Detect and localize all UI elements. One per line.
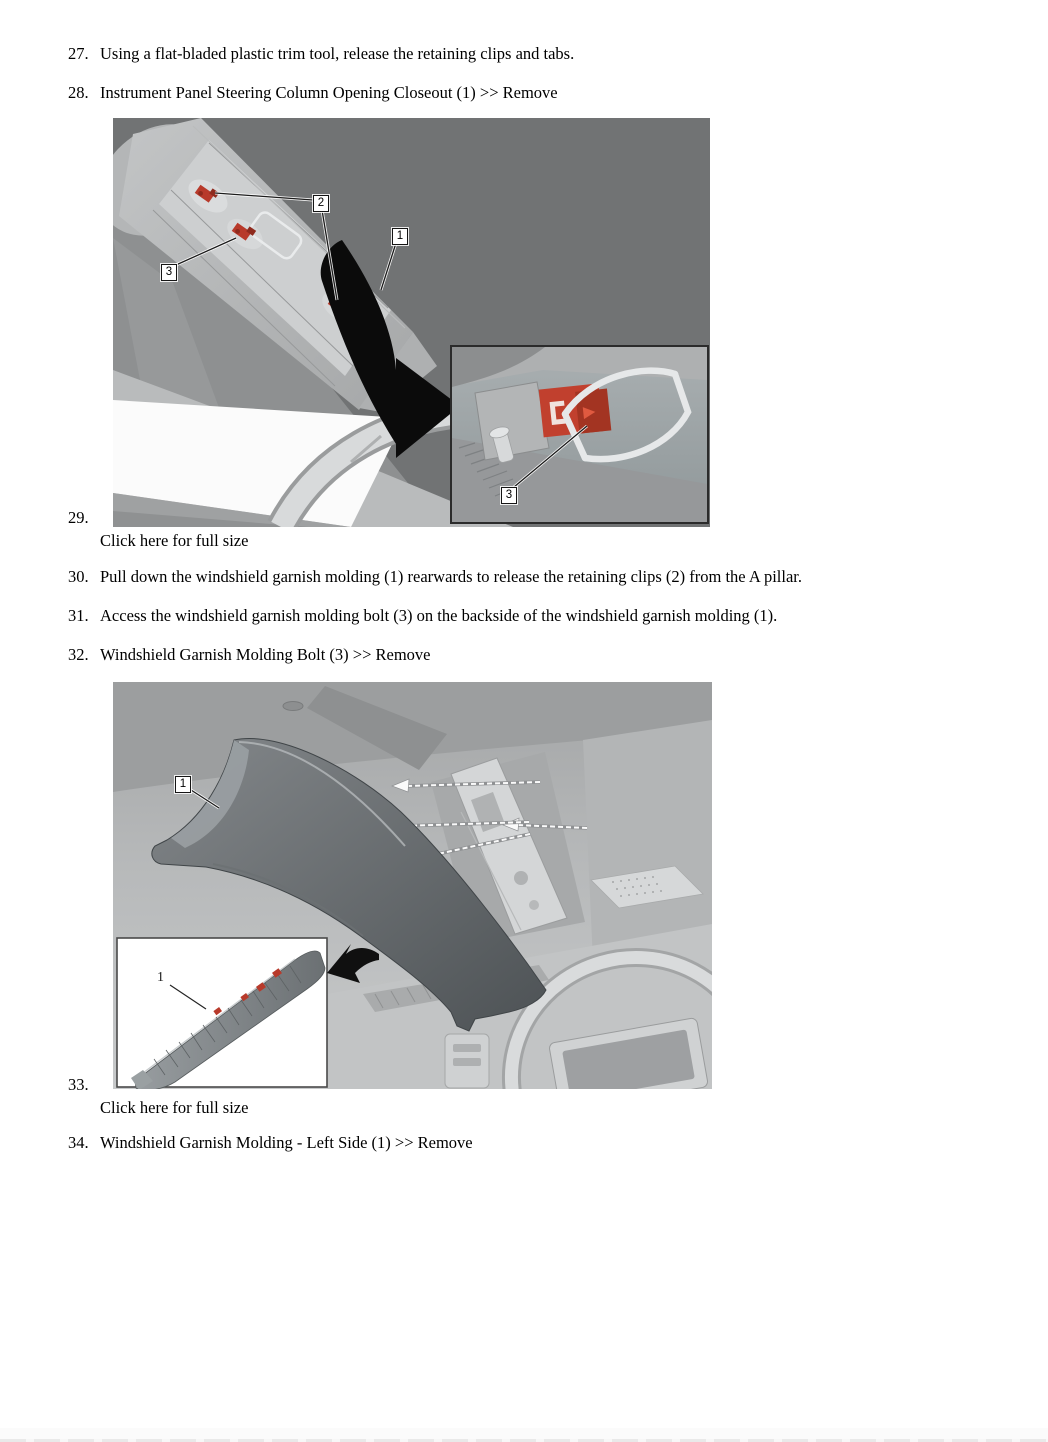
inset-callout-3: 3 [501, 487, 517, 504]
figure-garnish-molding [113, 682, 712, 1089]
step-number: 29. [68, 508, 89, 527]
step-number: 31. [68, 606, 89, 625]
step-number: 30. [68, 567, 89, 586]
step-number: 27. [68, 44, 89, 63]
step-text: Windshield Garnish Molding Bolt (3) >> Remove [100, 645, 431, 664]
inset-label-1: 1 [157, 970, 164, 985]
garnish-molding-illustration [113, 682, 712, 1089]
step-number: 33. [68, 1075, 89, 1094]
callout-1: 1 [175, 776, 191, 793]
step-number: 32. [68, 645, 89, 664]
callout-2: 2 [313, 195, 329, 212]
full-size-link-1[interactable]: Click here for full size [100, 531, 249, 550]
step-text: Using a flat-bladed plastic trim tool, release the retaining clips and tabs. [100, 44, 575, 63]
step-text: Pull down the windshield garnish molding (1) rearwards to release the retaining clips (2) from the A pillar. [100, 567, 803, 586]
full-size-link-2[interactable]: Click here for full size [100, 1098, 249, 1117]
step-text: Windshield Garnish Molding - Left Side (1) >> Remove [100, 1133, 473, 1152]
inset-molding-backside [117, 938, 327, 1089]
step-number: 28. [68, 83, 89, 102]
step-text: Instrument Panel Steering Column Opening Closeout (1) >> Remove [100, 83, 558, 102]
figure-closeout-removal [113, 118, 710, 527]
callout-1: 1 [392, 228, 408, 245]
step-number: 34. [68, 1133, 89, 1152]
step-text: Access the windshield garnish molding bolt (3) on the backside of the windshield garnish molding (1). [100, 606, 778, 625]
closeout-illustration [113, 118, 710, 527]
page-bottom-divider [0, 1428, 1048, 1442]
dome-light [283, 702, 303, 711]
callout-3: 3 [161, 264, 177, 281]
inset-detail-panel [451, 346, 708, 523]
